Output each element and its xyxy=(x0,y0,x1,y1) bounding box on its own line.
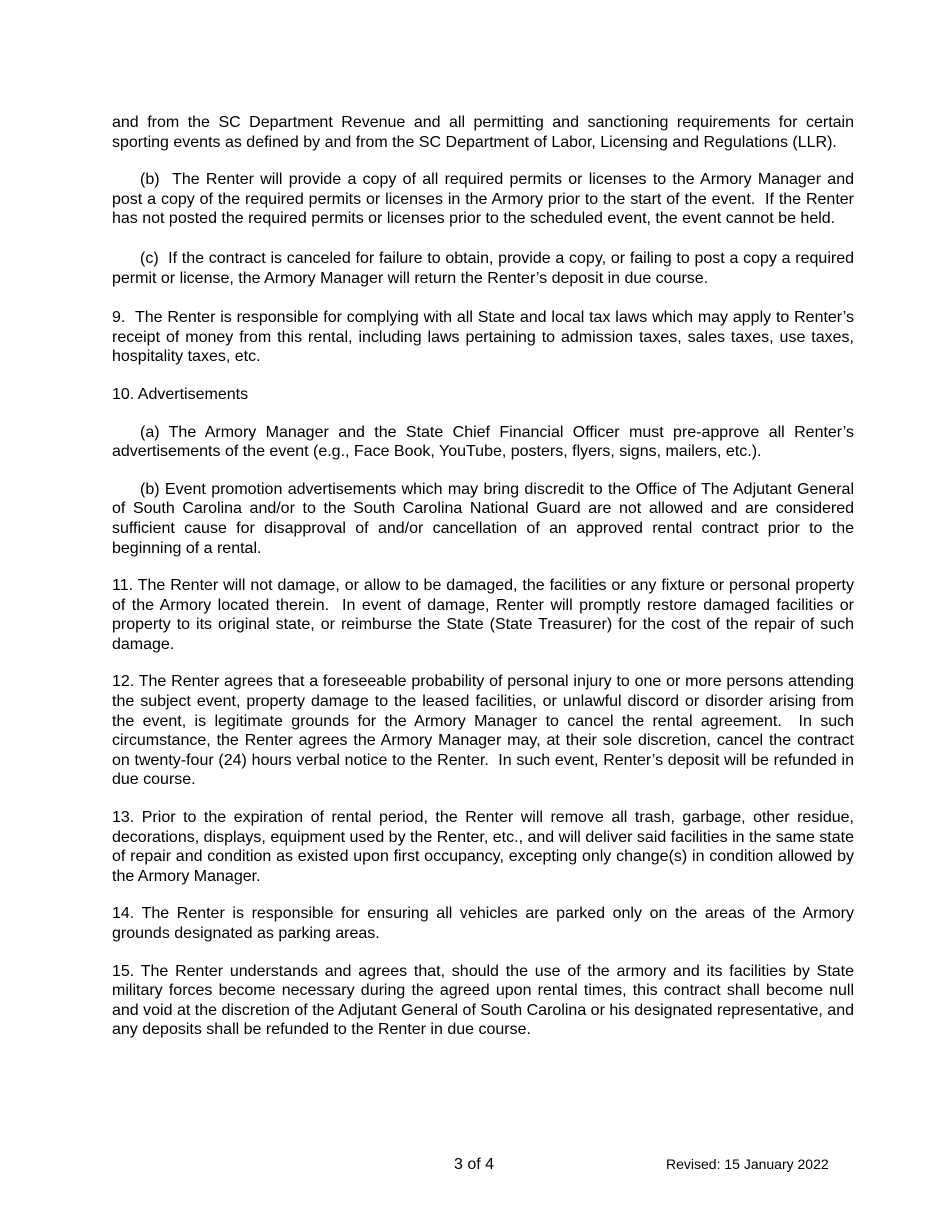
paragraph-11: 11. The Renter will not damage, or allow to be damaged, the facilities or any fixture or personal property of the Armory located therein. In event of damage, Renter will promptly restore damaged facilities or property to its original state, or reimburse the State (State Treasurer) for the cost of the repair of such damage. xyxy=(112,577,854,653)
paragraph-14: 14. The Renter is responsible for ensuring all vehicles are parked only on the areas of the Armory grounds designated as parking areas. xyxy=(112,905,854,942)
paragraph-10-heading: 10. Advertisements xyxy=(112,385,249,403)
revision-date: Revised: 15 January 2022 xyxy=(666,1156,829,1172)
paragraph-12: 12. The Renter agrees that a foreseeable probability of personal injury to one or more persons attending the subject event, property damage to the leased facilities, or unlawful discord or disorder arising from the event, is legitimate grounds for the Armory Manager to cancel the rental agreement. In such circumstance, the Renter agrees the Armory Manager may, at their sole discretion, cancel the contract on twenty-four (24) hours verbal notice to the Renter. In such event, Renter’s deposit will be refunded in due course. xyxy=(112,673,854,789)
paragraph-8b: (b) The Renter will provide a copy of all required permits or licenses to the Armory Manager and post a copy of the required permits or licenses in the Armory prior to the start of the event. If the Renter has not posted the required permits or licenses prior to the scheduled event, the event cannot be held. xyxy=(112,171,854,228)
page-number: 3 of 4 xyxy=(454,1156,495,1173)
paragraph-8c: (c) If the contract is canceled for failure to obtain, provide a copy, or failing to post a copy a required permit or license, the Armory Manager will return the Renter’s deposit in due course. xyxy=(112,249,854,287)
paragraph-continuation: and from the SC Department Revenue and all permitting and sanctioning requirements for certain sporting events as defined by and from the SC Department of Labor, Licensing and Regulations (LLR). xyxy=(112,114,854,151)
document-body xyxy=(112,113,854,1040)
paragraph-15: 15. The Renter understands and agrees that, should the use of the armory and its facilities by State military forces become necessary during the agreed upon rental times, this contract shall become null and void at the discretion of the Adjutant General of South Carolina or his designated representative, and any deposits shall be refunded to the Renter in due course. xyxy=(112,962,854,1039)
paragraph-9: 9. The Renter is responsible for complying with all State and local tax laws which may apply to Renter’s receipt of money from this rental, including laws pertaining to admission taxes, sales taxes, use taxes, hospitality taxes, etc. xyxy=(112,309,854,366)
paragraph-10a: (a) The Armory Manager and the State Chief Financial Officer must pre-approve all Renter’s advertisements of the event (e.g., Face Book, YouTube, posters, flyers, signs, mailers, etc.). xyxy=(112,423,854,461)
paragraph-13: 13. Prior to the expiration of rental period, the Renter will remove all trash, garbage, other residue, decorations, displays, equipment used by the Renter, etc., and will deliver said facilities in the same state of repair and condition as existed upon first occupancy, excepting only change(s) in condition allowed by the Armory Manager. xyxy=(112,809,854,885)
paragraph-10b: (b) Event promotion advertisements which may bring discredit to the Office of The Adjutant General of South Carolina and/or to the South Carolina National Guard are not allowed and are considered sufficient cause for disapproval of and/or cancellation of an approved rental contract prior to the beginning of a rental. xyxy=(112,480,854,557)
